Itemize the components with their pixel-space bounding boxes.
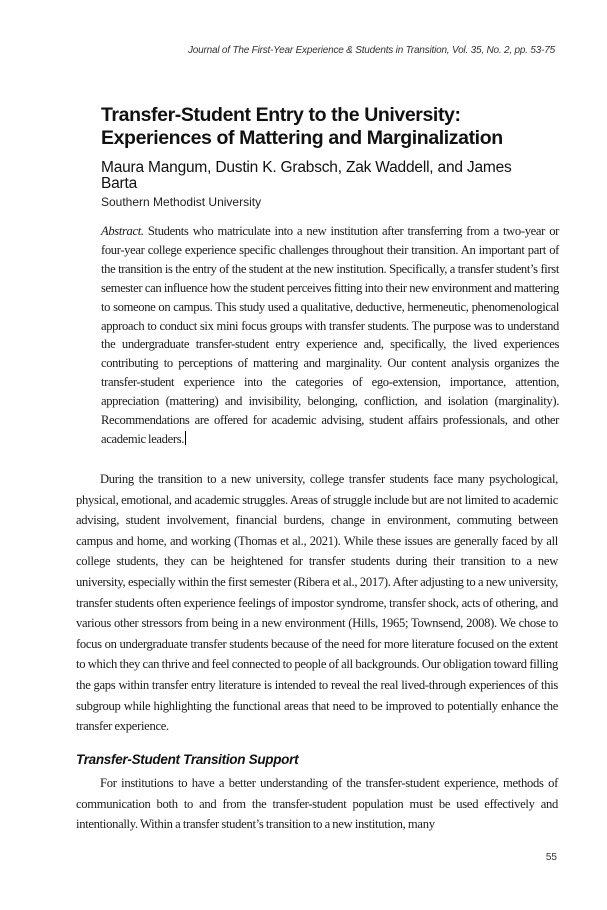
running-head: Journal of The First-Year Experience & Students in Transition, Vol. 35, No. 2, pp. 53-75 [187, 45, 555, 56]
body-paragraph-1: During the transition to a new university, college transfer students face many psychological, physical, emotional, and academic struggles. Areas of struggle include but are not limited to academic advising, student involvement, financial burdens, change in environment, commuting between campus and home, and working (Thomas et al., 2021). While these issues are generally faced by all college students, they can be heightened for transfer students during their transition to a new university, especially within the first semester (Ribera et al., 2017). After adjusting to a new university, transfer students often experience feelings of impostor syndrome, transfer shock, acts of othering, and various other stressors from being in a new environment (Hills, 1965; Townsend, 2008). We chose to focus on undergraduate transfer students because of the need for more literature focused on the extent to which they can thrive and feel connected to people of all backgrounds. Our obligation toward filling the gaps within transfer entry literature is intended to reveal the real lived-through experiences of this subgroup while highlighting the functional areas that need to be improved to potentially enhance the transfer experience. [76, 472, 558, 734]
section-heading: Transfer-Student Transition Support [76, 752, 299, 767]
author-list: Maura Mangum, Dustin K. Grabsch, Zak Waddell, and James Barta [101, 159, 512, 192]
author-affiliation: Southern Methodist University [101, 195, 262, 209]
page-number: 55 [545, 852, 557, 863]
text-cursor [185, 431, 186, 445]
title-line-2: Experiences of Mattering and Marginalization [101, 127, 503, 149]
body-paragraph-2: For institutions to have a better understanding of the transfer-student experience, methods of communication both to and from the transfer-student population must be used effectively and intentionally. Within a transfer student’s transition to a new institution, many [76, 776, 558, 832]
article-title [101, 104, 561, 150]
abstract-label: Abstract. [101, 224, 144, 238]
abstract [101, 222, 559, 449]
title-line-1: Transfer-Student Entry to the University: [101, 104, 461, 126]
abstract-text: Students who matriculate into a new institution after transferring from a two-year or four-year college experience specific challenges throughout their transition. An important part of the transition is the entry of the student at the new institution. Specifically, a transfer student’s first semester can influence how the student perceives fitting into their new environment and mattering to someone on campus. This study used a qualitative, deductive, hermeneutic, phenomenological approach to conduct six mini focus groups with transfer students. The purpose was to understand the undergraduate transfer-student entry experience and, specifically, the lived experiences contributing to perceptions of mattering and marginality. Our content analysis organizes the transfer-student experience into the categories of ego-extension, importance, attention, appreciation (mattering) and invisibility, belonging, confliction, and isolation (marginality). Recommendations are offered for academic advising, student affairs professionals, and other academic leaders. [101, 224, 559, 446]
